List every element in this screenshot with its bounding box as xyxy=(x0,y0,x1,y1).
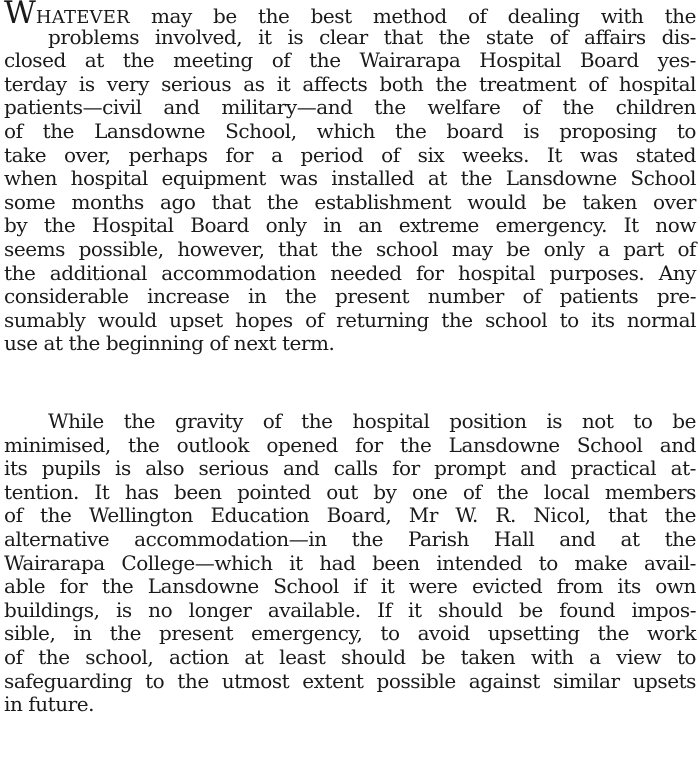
text-line: patients—civil and military—and the welfare of the children xyxy=(4,95,696,120)
text-line: its pupils is also serious and calls for prompt and practical at- xyxy=(4,456,696,481)
text-line: closed at the meeting of the Wairarapa Hospital Board yes- xyxy=(4,48,696,73)
text-line: when hospital equipment was installed at the Lansdowne School xyxy=(4,166,696,191)
text-line: buildings, is no longer available. If it should be found impos- xyxy=(4,597,696,622)
article-paragraph-2 xyxy=(4,410,696,717)
text-line: sumably would upset hopes of returning the school to its normal xyxy=(4,307,696,332)
text-line: some months ago that the establishment would be taken over xyxy=(4,189,696,214)
text-line: problems involved, it is clear that the state of affairs dis- xyxy=(48,24,696,49)
text-line: safeguarding to the utmost extent possible against similar upsets xyxy=(4,668,696,693)
text-line: Wairarapa College—which it had been intended to make avail- xyxy=(4,550,696,575)
text-line: While the gravity of the hospital position is not to be xyxy=(48,409,696,433)
text-line: of the Lansdowne School, which the board is proposing to xyxy=(4,118,696,143)
text-line: seems possible, however, that the school may be only a part of xyxy=(4,236,696,261)
text-line: alternative accommodation—in the Parish Hall and at the xyxy=(4,526,696,551)
text-line: minimised, the outlook opened for the Lansdowne School and xyxy=(4,432,696,457)
article-paragraph-1 xyxy=(4,2,696,356)
text-line: the additional accommodation needed for hospital purposes. Any xyxy=(4,260,696,285)
text-line: tention. It has been pointed out by one of the local members xyxy=(4,479,696,504)
text-line: use at the beginning of next term. xyxy=(4,331,335,356)
text-line: considerable increase in the present number of patients pre- xyxy=(4,284,696,309)
text-line: sible, in the present emergency, to avoid upsetting the work xyxy=(4,621,696,646)
text-line: take over, perhaps for a period of six weeks. It was stated xyxy=(4,142,696,167)
text-line-content: may be the best method of dealing with the xyxy=(129,4,696,28)
text-line: of the school, action at least should be taken with a view to xyxy=(4,644,696,669)
text-line: of the Wellington Education Board, Mr W. R. Nicol, that the xyxy=(4,503,696,528)
drop-cap-initial: W xyxy=(4,0,36,31)
text-line: by the Hospital Board only in an extreme emergency. It now xyxy=(4,213,696,238)
text-line: terday is very serious as it affects both the treatment of hospital xyxy=(4,71,696,96)
text-line: able for the Lansdowne School if it were evicted from its own xyxy=(4,574,696,599)
text-line: in future. xyxy=(4,692,95,717)
text-line xyxy=(4,0,696,31)
opening-small-caps: HATEVER xyxy=(35,7,130,28)
